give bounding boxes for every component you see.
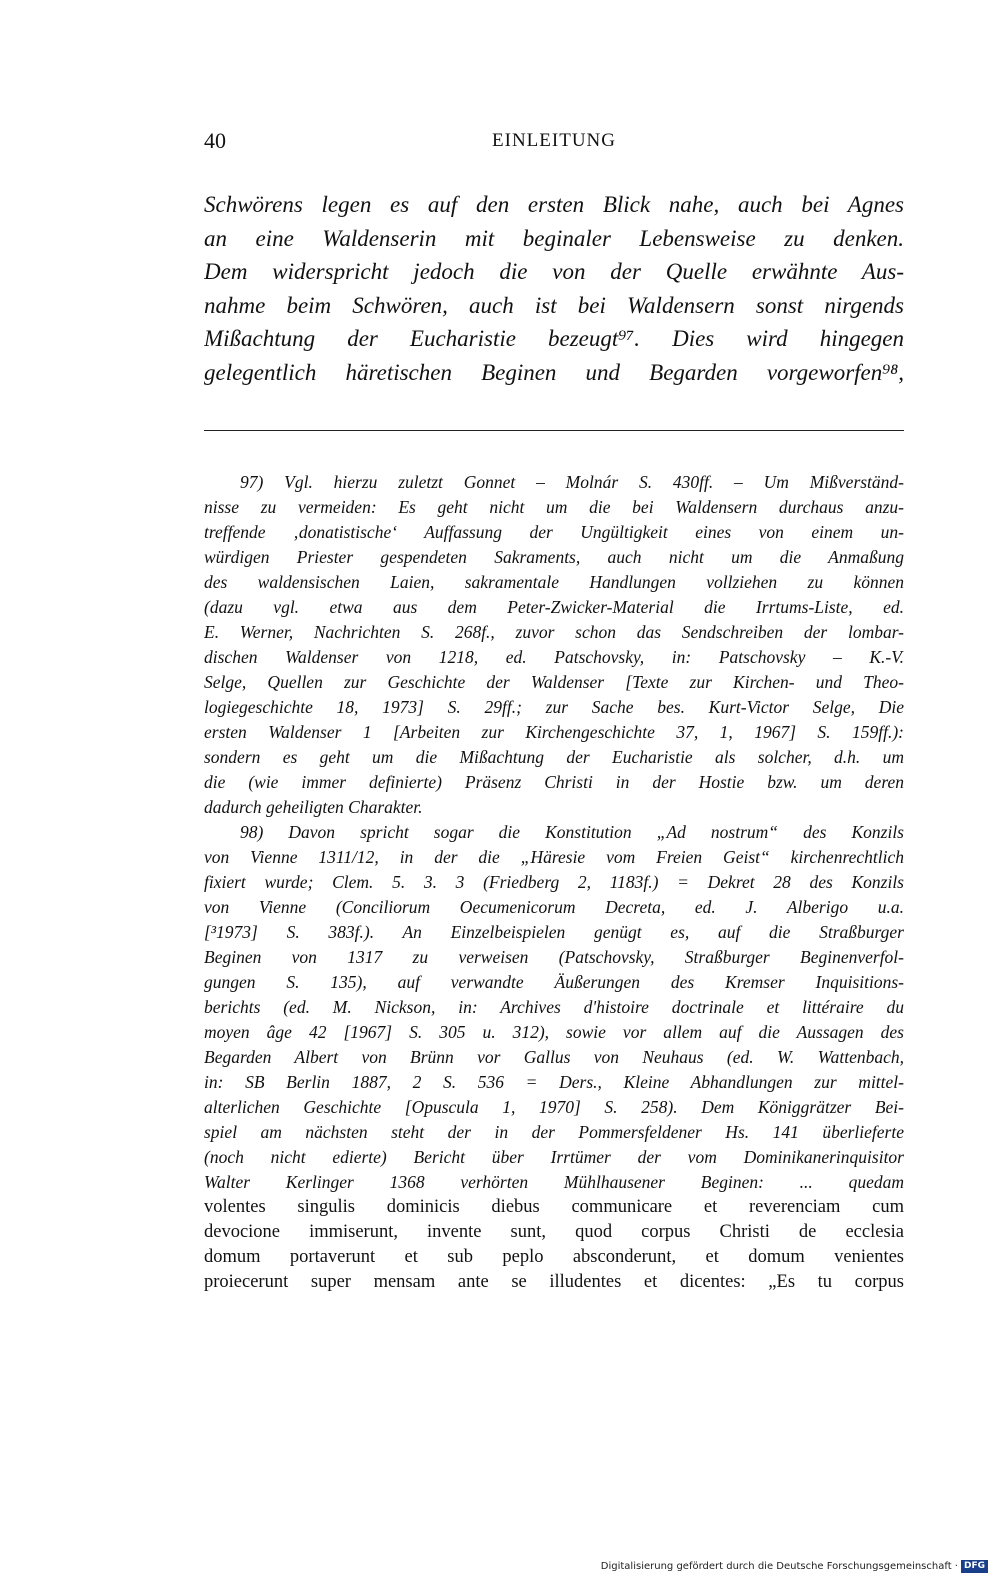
footnote-97 xyxy=(204,470,904,820)
footnote-line: dadurch geheiligten Charakter. xyxy=(204,797,423,817)
footnote-quote-line: volentes singulis dominicis diebus communicare et reverenciam cum xyxy=(204,1197,904,1217)
main-text-line: Dem widerspricht jedoch die von der Quelle erwähnte Aus- xyxy=(204,259,904,284)
footnote-line: nisse zu vermeiden: Es geht nicht um die bei Waldensern durchaus anzu- xyxy=(204,497,904,517)
footnote-line: ersten Waldenser 1 [Arbeiten zur Kirchengeschichte 37, 1, 1967] S. 159ff.): xyxy=(204,722,904,742)
footnote-line: des waldensischen Laien, sakramentale Handlungen vollziehen zu können xyxy=(204,572,904,592)
footnote-line: von Vienne (Conciliorum Oecumenicorum Decreta, ed. J. Alberigo u.a. xyxy=(204,897,904,917)
footnote-line: (dazu vgl. etwa aus dem Peter-Zwicker-Material die Irrtums-Liste, ed. xyxy=(204,597,904,617)
footnote-line: Begarden Albert von Brünn vor Gallus von Neuhaus (ed. W. Wattenbach, xyxy=(204,1047,904,1067)
credit-text: Digitalisierung gefördert durch die Deutsche Forschungsgemeinschaft · xyxy=(600,1560,958,1572)
footnote-line: in: SB Berlin 1887, 2 S. 536 = Ders., Kleine Abhandlungen zur mittel- xyxy=(204,1072,904,1092)
footnote-line: gungen S. 135), auf verwandte Äußerungen des Kremser Inquisitions- xyxy=(204,972,904,992)
footnote-line: sondern es geht um die Mißachtung der Eucharistie als solcher, d.h. um xyxy=(204,747,904,767)
footnote-line: moyen âge 42 [1967] S. 305 u. 312), sowie vor allem auf die Aussagen des xyxy=(204,1022,904,1042)
page-number: 40 xyxy=(204,128,226,153)
footnote-line: von Vienne 1311/12, in der die „Häresie vom Freien Geist“ kirchenrechtlich xyxy=(204,847,904,867)
footnote-line: E. Werner, Nachrichten S. 268f., zuvor schon das Sendschreiben der lombar- xyxy=(204,622,904,642)
footnote-line: Selge, Quellen zur Geschichte der Waldenser [Texte zur Kirchen- und Theo- xyxy=(204,672,904,692)
main-text-line: nahme beim Schwören, auch ist bei Waldensern sonst nirgends xyxy=(204,292,904,318)
footnote-quote-line: proiecerunt super mensam ante se illudentes et dicentes: „Es tu corpus xyxy=(204,1272,904,1292)
page-header xyxy=(204,128,904,160)
footnote-line: fixiert wurde; Clem. 5. 3. 3 (Friedberg 2, 1183f.) = Dekret 28 des Konzils xyxy=(204,872,904,892)
footnote-line: alterlichen Geschichte [Opuscula 1, 1970] S. 258). Dem Königgrätzer Bei- xyxy=(204,1097,904,1117)
footnote-line: (noch nicht edierte) Bericht über Irrtümer der vom Dominikanerinquisitor xyxy=(204,1147,904,1167)
main-text-line: Schwörens legen es auf den ersten Blick nahe, auch bei Agnes xyxy=(204,192,904,217)
footnote-line: Walter Kerlinger 1368 verhörten Mühlhausener Beginen: ... quedam xyxy=(204,1172,904,1192)
main-text-line: an eine Waldenserin mit beginaler Lebensweise zu denken. xyxy=(204,225,904,251)
footnote-line: [³1973] S. 383f.). An Einzelbeispielen genügt es, auf die Straßburger xyxy=(204,922,904,942)
footnote-line: würdigen Priester gespendeten Sakraments, auch nicht um die Anmaßung xyxy=(204,547,904,567)
footnote-line: treffende ‚donatistische‘ Auffassung der Ungültigkeit eines von einem un- xyxy=(204,522,904,542)
footnote-98 xyxy=(204,820,904,1295)
dfg-logo: DFG xyxy=(961,1560,988,1573)
footnote-line: die (wie immer definierte) Präsenz Christi in der Hostie bzw. um deren xyxy=(204,772,904,792)
footnote-line: logiegeschichte 18, 1973] S. 29ff.; zur Sache bes. Kurt-Victor Selge, Die xyxy=(204,697,904,717)
footnote-line: 98) Davon spricht sogar die Konstitution „Ad nostrum“ des Konzils xyxy=(240,822,904,842)
digitization-credit xyxy=(601,1559,988,1573)
footnote-line: Beginen von 1317 zu verweisen (Patschovsky, Straßburger Beginenverfol- xyxy=(204,947,904,967)
footnotes xyxy=(204,470,904,1295)
main-text-line: gelegentlich häretischen Beginen und Begarden vorgeworfen⁹⁸, xyxy=(204,359,904,385)
footnote-quote-line: domum portaverunt et sub peplo absconderunt, et domum venientes xyxy=(204,1247,904,1267)
footnote-line: berichts (ed. M. Nickson, in: Archives d'histoire doctrinale et littéraire du xyxy=(204,997,904,1017)
footnote-quote-line: devocione immiserunt, invente sunt, quod corpus Christi de ecclesia xyxy=(204,1222,904,1242)
footnote-line: 97) Vgl. hierzu zuletzt Gonnet – Molnár S. 430ff. – Um Mißverständ- xyxy=(240,472,904,492)
footnote-rule xyxy=(204,430,904,431)
main-text xyxy=(204,188,904,389)
footnote-line: dischen Waldenser von 1218, ed. Patschovsky, in: Patschovsky – K.-V. xyxy=(204,647,904,667)
running-head: EINLEITUNG xyxy=(492,130,616,151)
main-text-line: Mißachtung der Eucharistie bezeugt⁹⁷. Dies wird hingegen xyxy=(204,326,904,351)
footnote-line: spiel am nächsten steht der in der Pommersfeldener Hs. 141 überlieferte xyxy=(204,1122,904,1142)
